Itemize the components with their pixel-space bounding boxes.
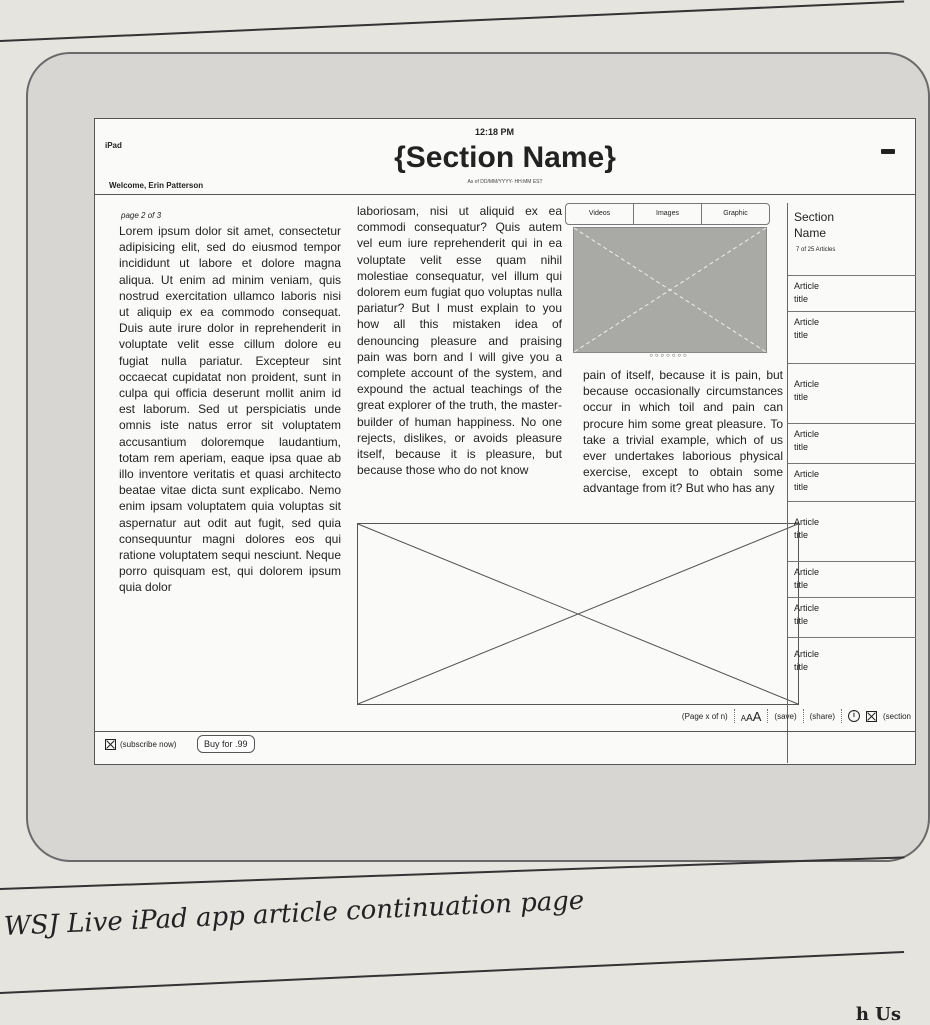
subscribe-checkbox-icon [105, 739, 116, 750]
sidebar-article-count: 7 of 25 Articles [796, 247, 836, 253]
article-toolbar [682, 707, 915, 725]
book-rule-bottom [0, 951, 904, 994]
info-icon[interactable]: i [848, 710, 860, 722]
status-time: 12:18 PM [475, 127, 515, 137]
book-top-rule [0, 1, 904, 42]
sidebar-title-line2: Name [794, 226, 827, 240]
share-button[interactable]: (share) [809, 711, 835, 721]
sidebar-item-article[interactable] [788, 463, 916, 501]
device-label: iPad [105, 141, 122, 150]
section-button[interactable]: (section [882, 711, 911, 721]
image-placeholder-icon [358, 524, 798, 704]
sidebar-item-article[interactable] [788, 363, 916, 423]
section-checkbox-icon[interactable] [866, 711, 877, 722]
list-item-label: Article [794, 469, 820, 479]
figure-caption: WSJ Live iPad app article continuation page [3, 885, 585, 942]
toolbar-divider [841, 709, 842, 723]
header-divider [95, 194, 915, 195]
as-of-timestamp: As of DD/MM/YYYY- HH:MM EST [467, 179, 543, 185]
list-item-sublabel: title [794, 530, 809, 540]
ipad-screen [94, 118, 916, 765]
list-item-sublabel: title [794, 580, 809, 590]
toolbar-divider [803, 709, 804, 723]
article-image-placeholder[interactable] [357, 523, 799, 705]
sidebar-item-article[interactable] [788, 501, 916, 561]
font-size-button[interactable] [741, 709, 762, 724]
list-item-label: Article [794, 317, 820, 327]
carousel-dots[interactable]: ○○○○○○○ [649, 353, 689, 359]
sidebar-item-article[interactable] [788, 561, 916, 597]
tab-videos[interactable]: Videos [588, 210, 611, 217]
welcome-text: Welcome, Erin Patterson [109, 181, 204, 190]
list-item-label: Article [794, 429, 820, 439]
toolbar-divider [767, 709, 768, 723]
list-item-sublabel: title [794, 330, 809, 340]
image-placeholder-icon [574, 228, 766, 352]
font-size-small: A [740, 713, 747, 723]
tab-graphic[interactable]: Graphic [701, 204, 769, 224]
tab-images[interactable]: Images [633, 204, 701, 224]
sidebar-item-article[interactable] [788, 311, 916, 363]
article-column-3: pain of itself, because it is pain, but because occasionally circumstances occur in which toil and pain can procure him some great pleasure. To take a trivial example, which of us ever undertakes laborious physical exercise, except to obtain some advantage from it? But who has any [583, 368, 783, 496]
subscribe-link[interactable] [105, 739, 176, 750]
font-size-medium: A [746, 712, 753, 724]
article-sidebar [787, 203, 916, 763]
list-item-label: Article [794, 379, 820, 389]
list-item-sublabel: title [794, 442, 809, 452]
page-counter: (Page x of n) [681, 711, 728, 721]
toolbar-divider [734, 709, 735, 723]
buy-button[interactable]: Buy for .99 [197, 735, 255, 753]
list-item-label: Article [794, 603, 820, 613]
article-column-1: Lorem ipsum dolor sit amet, consectetur adipisicing elit, sed do eiusmod tempor incididunt ut labore et dolore magna aliqua. Ut enim ad minim veniam, quis nostrud exercitation ullamco laboris nisi ut aliquip ex ea commodo consequat. Duis aute irure dolor in reprehenderit in voluptate velit esse cillum dolore eu fugiat nulla pariatur. Excepteur sint occaecat cupidatat non proident, sunt in culpa qui officia deserunt mollit anim id est laborum. Sed ut perspiciatis unde omnis iste natus error sit voluptatem accusantium doloremque laudantium, totam rem aperiam, eaque ipsa quae ab illo inventore veritatis et quasi architecto beatae vitae dicta sunt explicabo. Nemo enim ipsam voluptatem quia voluptas sit aspernatur aut odit aut fugit, sed quia consequuntur magni dolores eos qui ratione voluptatem sequi nesciunt. Neque porro quisquam est, qui dolorem ipsum quia dolor [119, 224, 341, 595]
list-item-label: Article [794, 649, 820, 659]
sidebar-item-article[interactable] [788, 637, 916, 689]
list-item-sublabel: title [794, 392, 809, 402]
sidebar-section-name [794, 209, 834, 241]
list-item-label: Article [794, 281, 820, 291]
list-item-sublabel: title [794, 662, 809, 672]
media-tabs [565, 203, 770, 225]
font-size-large: A [752, 708, 762, 724]
list-item-sublabel: title [794, 482, 809, 492]
sidebar-item-article[interactable] [788, 275, 916, 311]
page-indicator: page 2 of 3 [121, 211, 162, 220]
sidebar-title-line1: Section [794, 210, 835, 224]
list-item-sublabel: title [794, 294, 809, 304]
next-page-text: h Us [855, 1004, 901, 1025]
subscribe-label: (subscribe now) [120, 740, 177, 749]
page-title: {Section Name} [394, 141, 616, 174]
list-item-label: Article [794, 517, 820, 527]
list-item-label: Article [794, 567, 820, 577]
list-item-sublabel: title [794, 616, 809, 626]
sidebar-item-article[interactable] [788, 423, 916, 463]
footer-divider [95, 731, 915, 732]
article-column-2: laboriosam, nisi ut aliquid ex ea commodi consequatur? Quis autem vel eum iure reprehenderit qui in ea voluptate velit esse quam nihil molestiae consequatur, vel illum qui dolorem eum fugiat quo voluptas nulla pariatur? But I must explain to you how all this mistaken idea of denouncing pleasure and praising pain was born and I will give you a complete account of the system, and expound the actual teachings of the great explorer of the truth, the master-builder of human happiness. No one rejects, dislikes, or avoids pleasure itself, because it is pleasure, but because those who do not know [357, 204, 562, 478]
save-button[interactable]: (save) [774, 711, 797, 721]
sidebar-item-article[interactable] [788, 597, 916, 637]
media-image-placeholder[interactable] [573, 227, 767, 353]
